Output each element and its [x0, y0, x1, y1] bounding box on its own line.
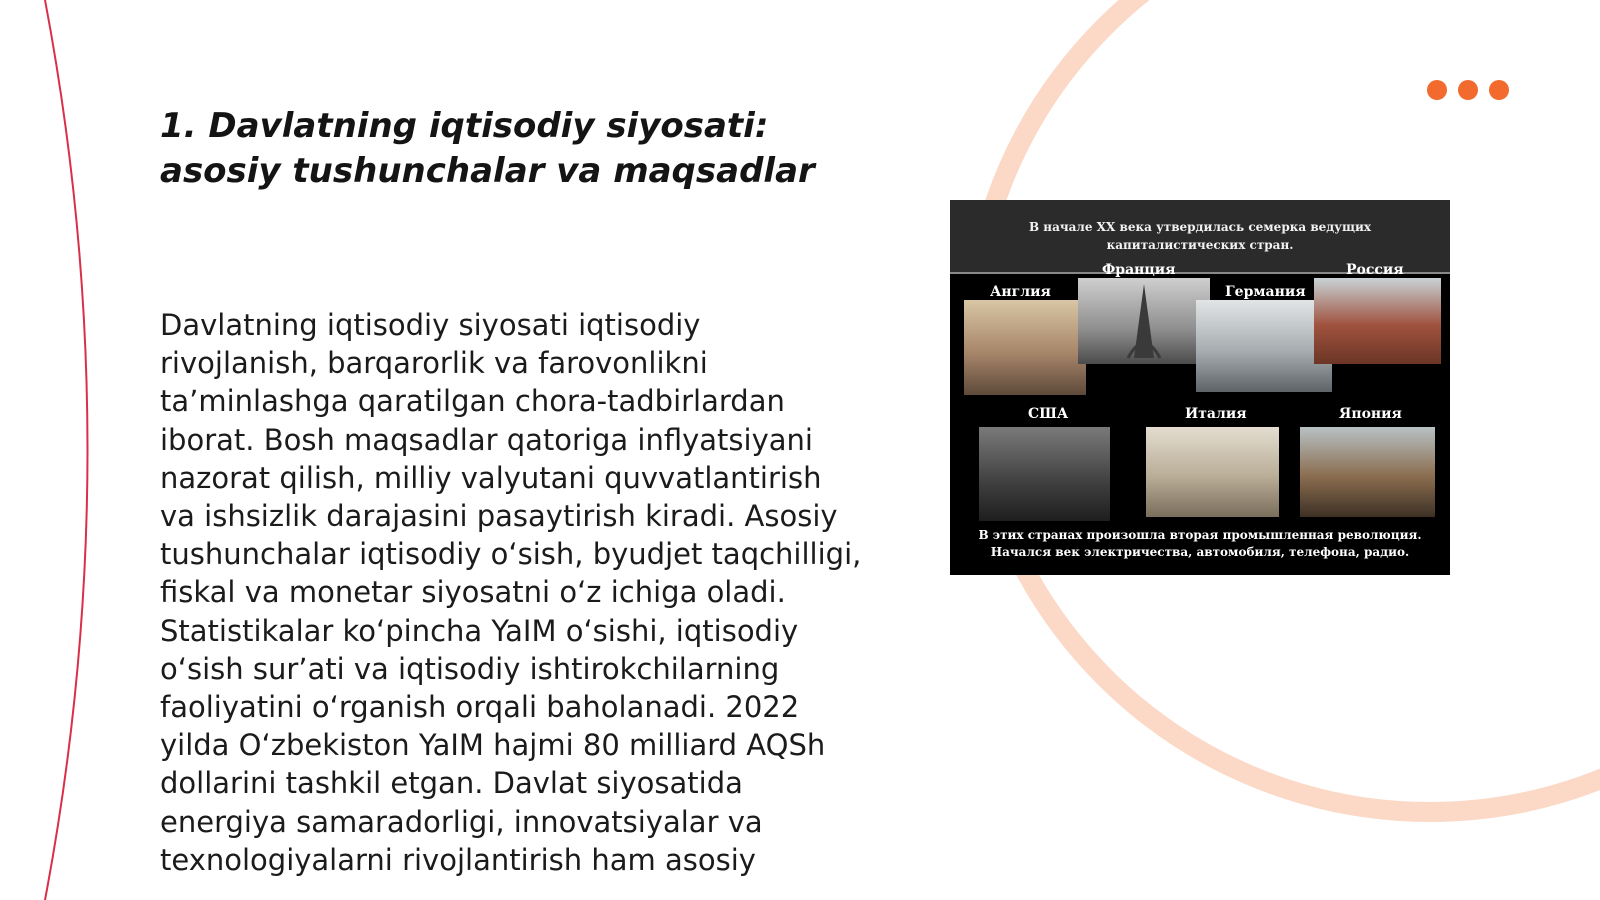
- england-photo: [964, 300, 1086, 395]
- label-germany: Германия: [1225, 284, 1306, 300]
- germany-photo: [1196, 300, 1332, 392]
- label-france: Франция: [1102, 262, 1176, 278]
- decorative-red-curve: [45, 0, 88, 900]
- image-header-line-1: В начале XX века утвердилась семерка ведущих: [1028, 220, 1372, 234]
- label-england: Англия: [990, 284, 1051, 300]
- label-russia: Россия: [1346, 262, 1404, 278]
- label-italy: Италия: [1185, 406, 1247, 422]
- usa-photo: [979, 427, 1110, 521]
- dot: [1489, 80, 1509, 100]
- dot: [1427, 80, 1447, 100]
- menu-dots-icon: [1427, 80, 1509, 100]
- image-footer-line-1: В этих странах произошла вторая промышленная революция.: [978, 528, 1422, 542]
- image-footer-line-2: Начался век электричества, автомобиля, телефона, радио.: [990, 545, 1410, 559]
- japan-photo: [1300, 427, 1435, 517]
- seven-powers-image: [950, 200, 1450, 575]
- italy-photo: [1146, 427, 1279, 517]
- slide-title: 1. Davlatning iqtisodiy siyosati: asosiy tushunchalar va maqsadlar: [160, 106, 815, 191]
- label-usa: США: [1028, 406, 1069, 422]
- image-header-line-2: капиталистических стран.: [1106, 238, 1294, 252]
- france-photo: [1078, 278, 1210, 364]
- russia-photo: [1314, 278, 1441, 364]
- eiffel-tower-icon: [1078, 278, 1210, 364]
- slide-body-text: Davlatning iqtisodiy siyosati iqtisodiy rivojlanish, barqarorlik va farovonlikni ta’minlashga qaratilgan chora-tadbirlardan iborat. Bosh maqsadlar qatoriga inflyatsiyani nazorat qilish, milliy valyutani quvvatlantirish va ishsizlik darajasini pasaytirish kiradi. Asosiy tushunchalar iqtisodiy o‘sish, byudjet taqchilligi, fiskal va monetar siyosatni o‘z ichiga oladi. Statistikalar ko‘pincha YaIM o‘sishi, iqtisodiy o‘sish sur’ati va iqtisodiy ishtirokchilarning faoliyatini o‘rganish orqali baholanadi. 2022 yilda O‘zbekiston YaIM hajmi 80 milliard AQSh dollarini tashkil etgan. Davlat siyosatida energiya samaradorligi, innovatsiyalar va texnologiyalarni rivojlantirish ham asosiy: [160, 308, 862, 877]
- dot: [1458, 80, 1478, 100]
- label-japan: Япония: [1339, 406, 1402, 422]
